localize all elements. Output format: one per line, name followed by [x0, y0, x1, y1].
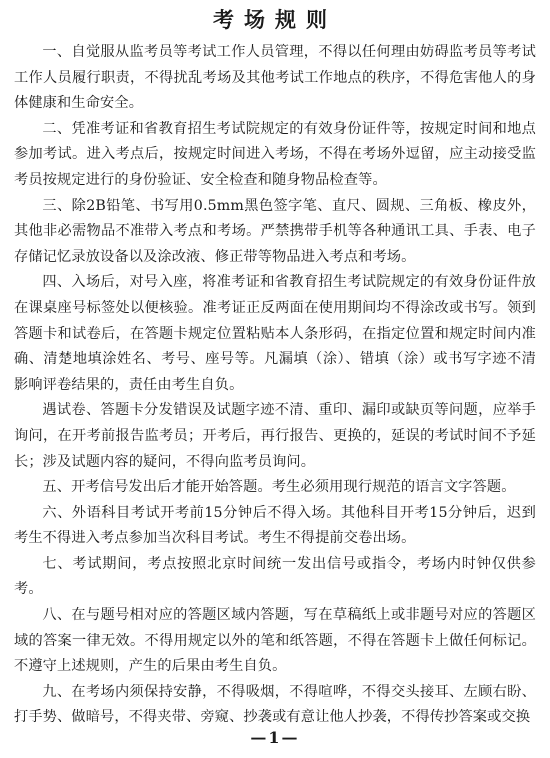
- rule-paragraph-9: 九、在考场内须保持安静，不得吸烟，不得喧哗，不得交头接耳、左顾右盼、打手势、做暗号，不得夹带、旁窥、抄袭或有意让他人抄袭，不得传抄答案或交换: [14, 683, 536, 726]
- rule-paragraph-4-continued: 遇试卷、答题卡分发错误及试题字迹不清、重印、漏印或缺页等问题，应举手询问，在开考前报告监考员；开考后，再行报告、更换的，延误的考试时间不予延长；涉及试题内容的疑问，不得向监考员询问。: [14, 402, 536, 470]
- rule-paragraph-3: 三、除2B铅笔、书写用0.5mm黑色签字笔、直尺、圆规、三角板、橡皮外，其他非必需物品不准带入考点和考场。严禁携带手机等各种通讯工具、手表、电子存储记忆录放设备以及涂改液、修正带等物品进入考点和考场。: [14, 197, 536, 265]
- rule-paragraph-6: 六、外语科目考试开考前15分钟后不得入场。其他科目开考15分钟后，迟到考生不得进入考点参加当次科目考试。考生不得提前交卷出场。: [14, 504, 536, 547]
- page-number: —1—: [250, 728, 300, 747]
- rule-paragraph-7: 七、考试期间，考点按照北京时间统一发出信号或指令，考场内时钟仅供参考。: [14, 555, 536, 598]
- rule-paragraph-8: 八、在与题号相对应的答题区域内答题，写在草稿纸上或非题号对应的答题区域的答案一律无效。不得用规定以外的笔和纸答题，不得在答题卡上做任何标记。不遵守上述规则，产生的后果由考生自负。: [14, 607, 536, 675]
- rule-paragraph-4: 四、入场后，对号入座，将准考证和省教育招生考试院规定的有效身份证件放在课桌座号标签处以便核验。准考证正反两面在使用期间均不得涂改或书写。领到答题卡和试卷后，在答题卡规定位置粘贴本人条形码，在指定位置和规定时间内准确、清楚地填涂姓名、考号、座号等。凡漏填（涂）、错填（涂）或书写字迹不清影响评卷结果的，责任由考生自负。: [14, 274, 536, 393]
- rule-paragraph-5: 五、开考信号发出后才能开始答题。考生必须用现行规范的语言文字答题。: [42, 479, 516, 496]
- document-title: 考场规则: [213, 7, 337, 32]
- rules-body: [14, 40, 536, 731]
- rule-paragraph-1: 一、自觉服从监考员等考试工作人员管理，不得以任何理由妨碍监考员等考试工作人员履行职责，不得扰乱考场及其他考试工作地点的秩序，不得危害他人的身体健康和生命安全。: [14, 44, 536, 112]
- rule-paragraph-2: 二、凭准考证和省教育招生考试院规定的有效身份证件等，按规定时间和地点参加考试。进入考点后，按规定时间进入考场，不得在考场外逗留，应主动接受监考员按规定进行的身份验证、安全检查和随身物品检查等。: [14, 120, 536, 188]
